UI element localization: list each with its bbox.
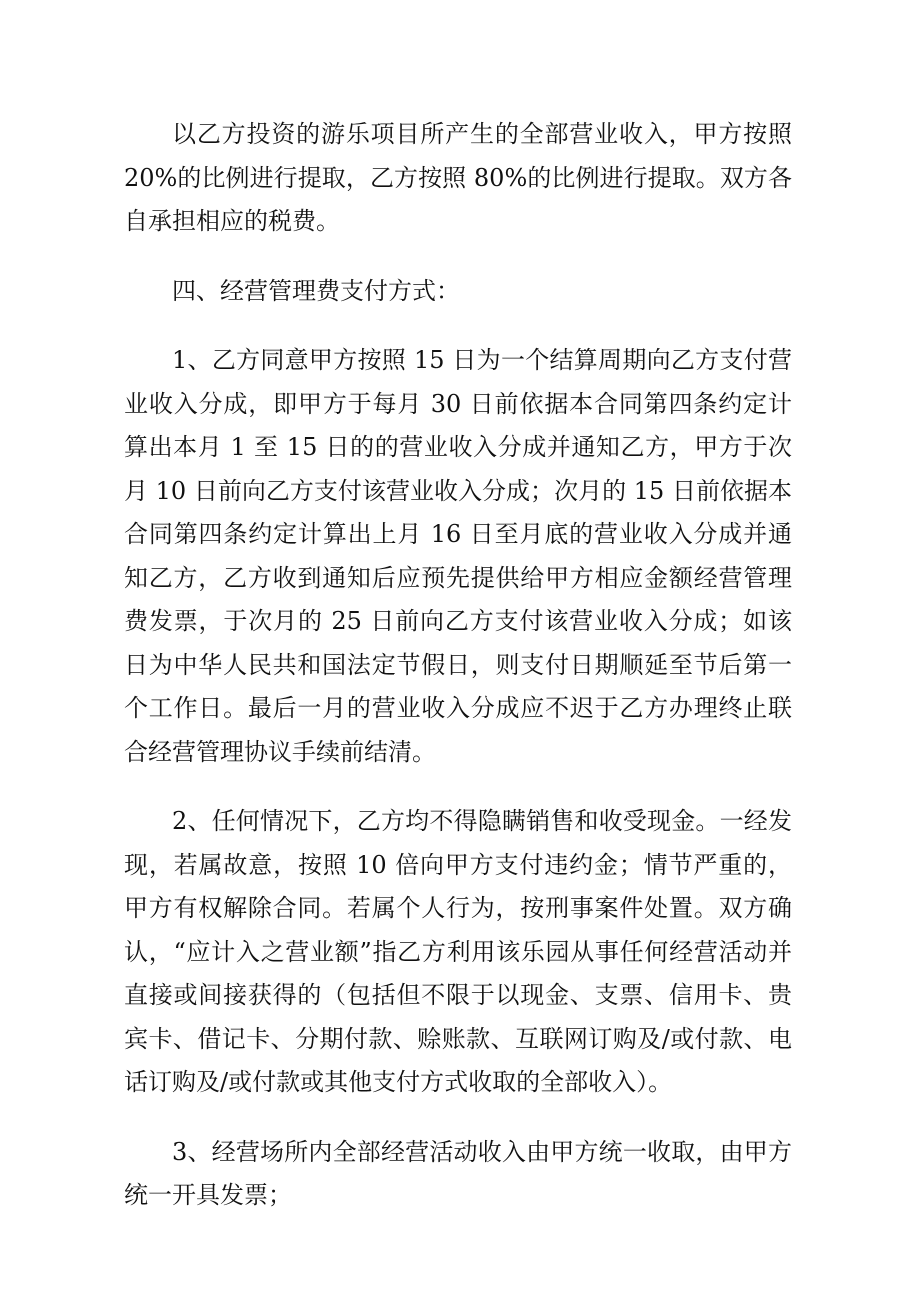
clause-3-unified-collection: 3、经营场所内全部经营活动收入由甲方统一收取，由甲方统一开具发票； (124, 1137, 792, 1209)
clause-2-cash-concealment: 2、任何情况下，乙方均不得隐瞒销售和收受现金。一经发现，若属故意，按照 10 倍向甲方支付违约金；情节严重的，甲方有权解除合同。若属个人行为，按刑事案件处置。双方确认，“应计入之营业额”指乙方利用该乐园从事任何经营活动并直接或间接获得的（包括但不限于以现金、支票、信用卡、贵宾卡、借记卡、分期付款、赊账款、互联网订购及/或付款、电话订购及/或付款或其他支付方式收取的全部收入）。 (124, 807, 792, 1096)
document-body (124, 113, 792, 1244)
paragraph-revenue-split: 以乙方投资的游乐项目所产生的全部营业收入，甲方按照 20%的比例进行提取，乙方按照 80%的比例进行提取。双方各自承担相应的税费。 (124, 120, 792, 235)
section-heading-payment-method: 四、经营管理费支付方式： (172, 276, 460, 305)
clause-1-settlement-cycle: 1、乙方同意甲方按照 15 日为一个结算周期向乙方支付营业收入分成，即甲方于每月 30 日前依据本合同第四条约定计算出本月 1 至 15 日的的营业收入分成并通知乙方，甲方于次月 10 日前向乙方支付该营业收入分成；次月的 15 日前依据本合同第四条约定计算出上月 16 日至月底的营业收入分成并通知乙方，乙方收到通知后应预先提供给甲方相应金额经营管理费发票，于次月的 25 日前向乙方支付该营业收入分成；如该日为中华人民共和国法定节假日，则支付日期顺延至节后第一个工作日。最后一月的营业收入分成应不迟于乙方办理终止联合经营管理协议手续前结清。 (124, 346, 792, 766)
